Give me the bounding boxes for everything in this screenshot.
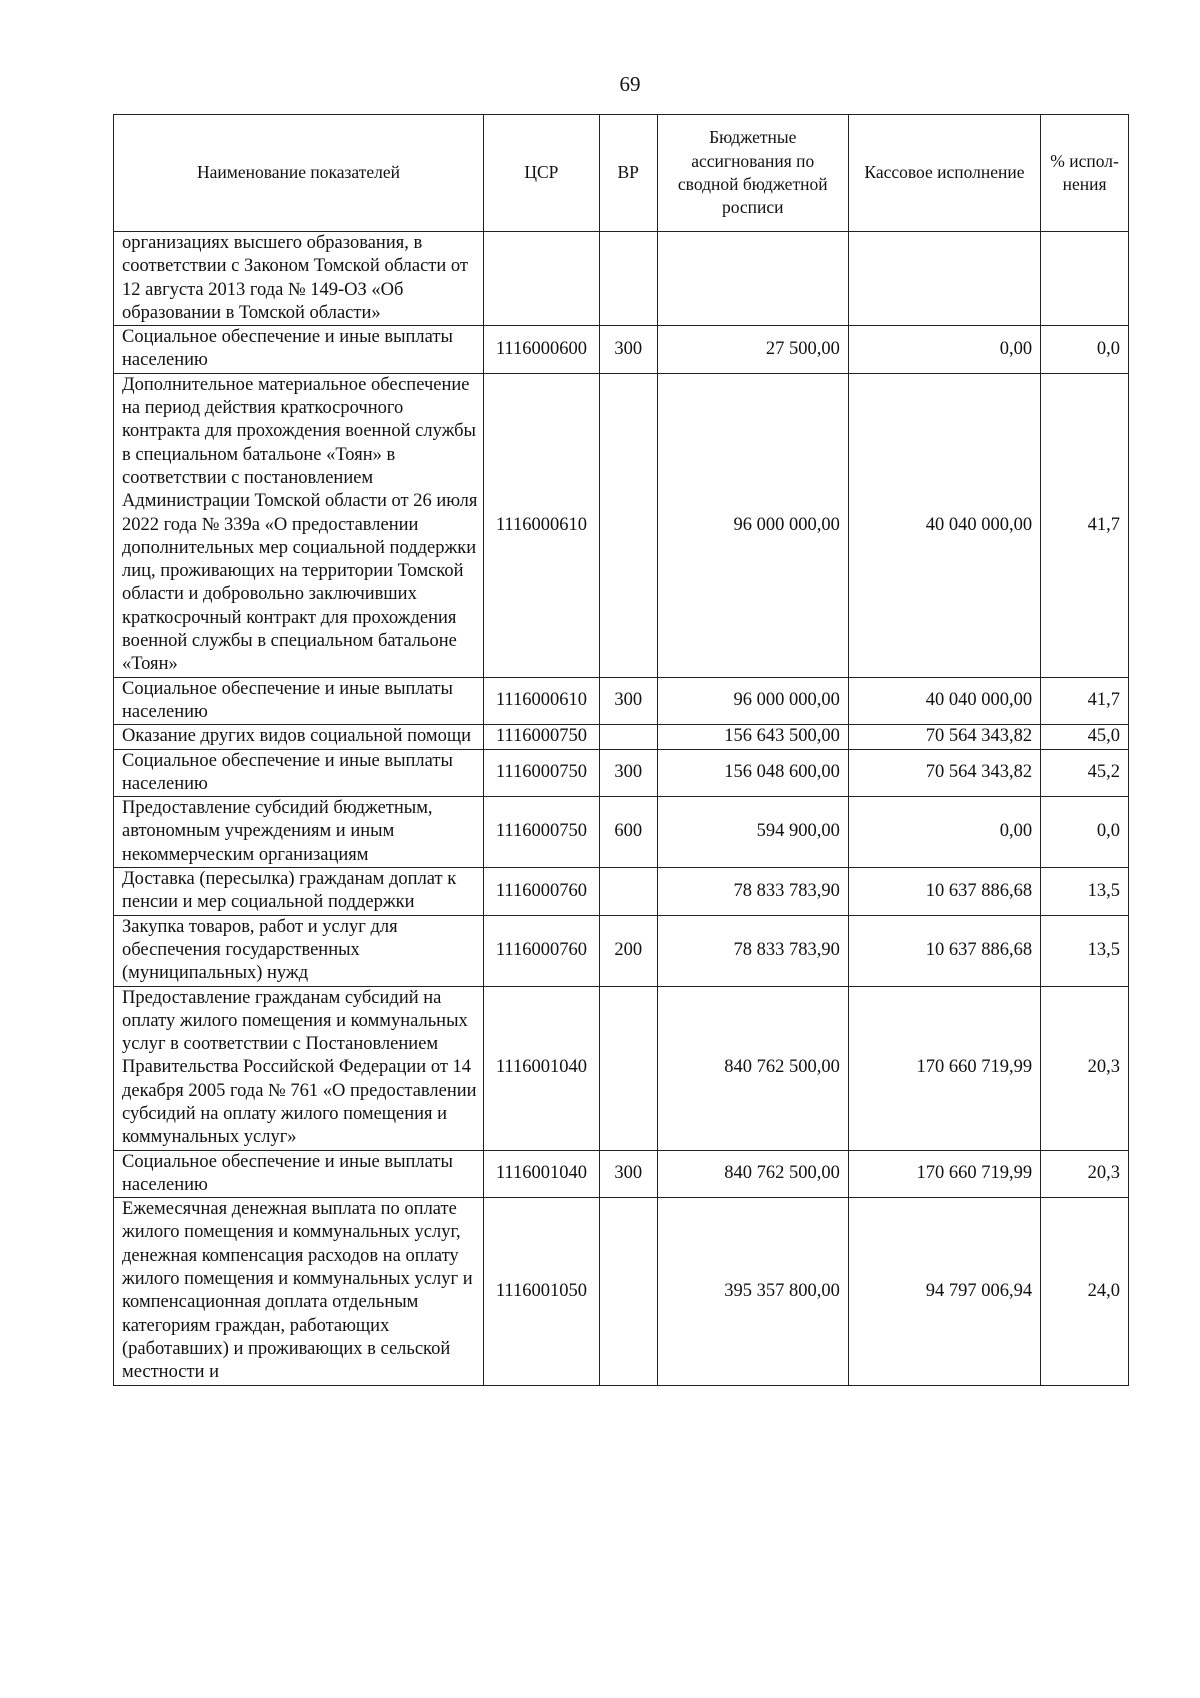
header-vr: ВР (599, 115, 657, 232)
row-cash: 0,00 (848, 797, 1040, 868)
row-budget: 78 833 783,90 (657, 915, 848, 986)
row-budget: 96 000 000,00 (657, 373, 848, 677)
budget-execution-table (113, 114, 1129, 1386)
table-header (114, 115, 1129, 232)
row-csr: 1116000610 (484, 373, 600, 677)
row-pct: 0,0 (1041, 797, 1129, 868)
row-vr (599, 725, 657, 749)
header-budget: Бюджетные ассигнования по сводной бюджетной росписи (657, 115, 848, 232)
row-budget: 395 357 800,00 (657, 1198, 848, 1385)
row-cash: 170 660 719,99 (848, 1150, 1040, 1198)
row-cash: 70 564 343,82 (848, 749, 1040, 797)
row-name: Предоставление гражданам субсидий на оплату жилого помещения и коммунальных услуг в соответствии с Постановлением Правительства Российской Федерации от 14 декабря 2005 года № 761 «О предоставлении субсидий на оплату жилого помещения и коммунальных услуг» (114, 986, 484, 1150)
row-vr (599, 232, 657, 326)
row-csr: 1116000750 (484, 725, 600, 749)
row-name: Социальное обеспечение и иные выплаты населению (114, 1150, 484, 1198)
table-row (114, 326, 1129, 374)
row-name: Социальное обеспечение и иные выплаты населению (114, 677, 484, 725)
row-name: Оказание других видов социальной помощи (114, 725, 484, 749)
table-body (114, 232, 1129, 1386)
row-budget: 156 048 600,00 (657, 749, 848, 797)
table-row (114, 868, 1129, 916)
table-row (114, 915, 1129, 986)
row-budget: 78 833 783,90 (657, 868, 848, 916)
row-pct (1041, 232, 1129, 326)
row-name: организациях высшего образования, в соответствии с Законом Томской области от 12 августа 2013 года № 149-ОЗ «Об образовании в Томской области» (114, 232, 484, 326)
row-pct: 20,3 (1041, 1150, 1129, 1198)
table-row (114, 232, 1129, 326)
row-csr (484, 232, 600, 326)
row-csr: 1116000750 (484, 797, 600, 868)
row-csr: 1116001040 (484, 986, 600, 1150)
table-row (114, 1198, 1129, 1385)
row-cash: 94 797 006,94 (848, 1198, 1040, 1385)
table-row (114, 373, 1129, 677)
row-csr: 1116000610 (484, 677, 600, 725)
row-vr: 200 (599, 915, 657, 986)
row-pct: 45,2 (1041, 749, 1129, 797)
row-cash: 40 040 000,00 (848, 373, 1040, 677)
page-number: 69 (619, 72, 641, 96)
row-pct: 20,3 (1041, 986, 1129, 1150)
row-cash (848, 232, 1040, 326)
row-name: Предоставление субсидий бюджетным, автономным учреждениям и иным некоммерческим организациям (114, 797, 484, 868)
row-csr: 1116000760 (484, 868, 600, 916)
row-pct: 13,5 (1041, 868, 1129, 916)
row-pct: 45,0 (1041, 725, 1129, 749)
row-name: Ежемесячная денежная выплата по оплате жилого помещения и коммунальных услуг, денежная компенсация расходов на оплату жилого помещения и коммунальных услуг и компенсационная доплата отдельным категориям граждан, работающих (работавших) и проживающих в сельской местности и (114, 1198, 484, 1385)
row-budget: 156 643 500,00 (657, 725, 848, 749)
table-row (114, 986, 1129, 1150)
row-pct: 41,7 (1041, 373, 1129, 677)
header-pct: % испол-нения (1041, 115, 1129, 232)
row-name: Социальное обеспечение и иные выплаты населению (114, 326, 484, 374)
row-pct: 24,0 (1041, 1198, 1129, 1385)
table-row (114, 1150, 1129, 1198)
row-vr: 300 (599, 677, 657, 725)
row-name: Закупка товаров, работ и услуг для обеспечения государственных (муниципальных) нужд (114, 915, 484, 986)
row-vr: 300 (599, 1150, 657, 1198)
row-vr (599, 986, 657, 1150)
row-budget (657, 232, 848, 326)
row-name: Доставка (пересылка) гражданам доплат к пенсии и мер социальной поддержки (114, 868, 484, 916)
row-vr (599, 868, 657, 916)
row-name: Социальное обеспечение и иные выплаты населению (114, 749, 484, 797)
row-pct: 13,5 (1041, 915, 1129, 986)
row-cash: 40 040 000,00 (848, 677, 1040, 725)
row-budget: 594 900,00 (657, 797, 848, 868)
row-csr: 1116001050 (484, 1198, 600, 1385)
row-budget: 27 500,00 (657, 326, 848, 374)
table-row (114, 677, 1129, 725)
row-vr (599, 373, 657, 677)
row-pct: 0,0 (1041, 326, 1129, 374)
header-csr: ЦСР (484, 115, 600, 232)
row-cash: 70 564 343,82 (848, 725, 1040, 749)
row-csr: 1116000600 (484, 326, 600, 374)
row-csr: 1116000760 (484, 915, 600, 986)
table-row (114, 725, 1129, 749)
table-row (114, 797, 1129, 868)
row-cash: 10 637 886,68 (848, 915, 1040, 986)
row-cash: 170 660 719,99 (848, 986, 1040, 1150)
row-vr: 300 (599, 749, 657, 797)
row-vr (599, 1198, 657, 1385)
row-budget: 96 000 000,00 (657, 677, 848, 725)
header-name: Наименование показателей (114, 115, 484, 232)
row-vr: 300 (599, 326, 657, 374)
row-name: Дополнительное материальное обеспечение на период действия краткосрочного контракта для прохождения военной службы в специальном батальоне «Тоян» в соответствии с постановлением Администрации Томской области от 26 июля 2022 года № 339а «О предоставлении дополнительных мер социальной поддержки лиц, проживающих на территории Томской области и добровольно заключивших краткосрочный контракт для прохождения военной службы в специальном батальоне «Тоян» (114, 373, 484, 677)
row-budget: 840 762 500,00 (657, 1150, 848, 1198)
row-csr: 1116001040 (484, 1150, 600, 1198)
row-cash: 10 637 886,68 (848, 868, 1040, 916)
row-csr: 1116000750 (484, 749, 600, 797)
row-vr: 600 (599, 797, 657, 868)
row-budget: 840 762 500,00 (657, 986, 848, 1150)
row-pct: 41,7 (1041, 677, 1129, 725)
table-row (114, 749, 1129, 797)
header-cash: Кассовое исполнение (848, 115, 1040, 232)
row-cash: 0,00 (848, 326, 1040, 374)
